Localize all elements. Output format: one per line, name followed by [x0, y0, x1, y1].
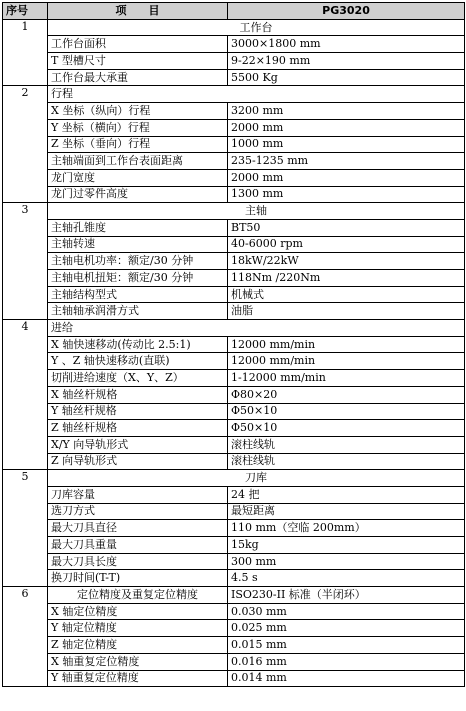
spec-value: 油脂	[228, 303, 465, 320]
table-row	[3, 637, 465, 654]
section-title: 主轴	[48, 203, 465, 220]
header-row	[3, 3, 465, 20]
section-row	[3, 470, 465, 487]
section-title: 定位精度及重复定位精度	[48, 587, 228, 604]
spec-body	[3, 19, 465, 687]
section-number: 6	[3, 587, 48, 687]
table-row	[3, 503, 465, 520]
spec-item: 选刀方式	[48, 503, 228, 520]
section-row	[3, 19, 465, 36]
header-model: PG3020	[228, 3, 465, 20]
table-row	[3, 53, 465, 70]
spec-value: 3200 mm	[228, 103, 465, 120]
section-title: 进给	[48, 320, 465, 337]
spec-value: 9-22×190 mm	[228, 53, 465, 70]
spec-value: Φ50×10	[228, 403, 465, 420]
spec-item: 主轴结构型式	[48, 286, 228, 303]
spec-value: 4.5 s	[228, 570, 465, 587]
spec-value: 24 把	[228, 486, 465, 503]
spec-value: 0.016 mm	[228, 653, 465, 670]
spec-item: 最大刀具直径	[48, 520, 228, 537]
table-row	[3, 403, 465, 420]
spec-value: 15kg	[228, 537, 465, 554]
table-row	[3, 570, 465, 587]
table-row	[3, 336, 465, 353]
section-row	[3, 203, 465, 220]
table-row	[3, 420, 465, 437]
spec-item: 切削进给速度（X、Y、Z）	[48, 370, 228, 387]
section-number: 1	[3, 19, 48, 86]
spec-item: 主轴孔锥度	[48, 219, 228, 236]
spec-value: 3000×1800 mm	[228, 36, 465, 53]
table-row	[3, 169, 465, 186]
spec-item: 工作台最大承重	[48, 69, 228, 86]
spec-value: 0.030 mm	[228, 603, 465, 620]
table-row	[3, 303, 465, 320]
section-number: 2	[3, 86, 48, 203]
table-row	[3, 69, 465, 86]
spec-item: 龙门宽度	[48, 169, 228, 186]
spec-sheet	[2, 2, 465, 687]
table-row	[3, 653, 465, 670]
spec-value: 滚柱线轨	[228, 436, 465, 453]
spec-item: 工作台面积	[48, 36, 228, 53]
spec-item: 主轴转速	[48, 236, 228, 253]
spec-item: Y 轴重复定位精度	[48, 670, 228, 687]
spec-item: Z 坐标（垂向）行程	[48, 136, 228, 153]
table-row	[3, 436, 465, 453]
table-row	[3, 36, 465, 53]
spec-item: 主轴电机功率：额定/30 分钟	[48, 253, 228, 270]
table-row	[3, 386, 465, 403]
table-row	[3, 286, 465, 303]
spec-value: 12000 mm/min	[228, 336, 465, 353]
spec-value: 最短距离	[228, 503, 465, 520]
spec-value: 300 mm	[228, 553, 465, 570]
spec-value: 1300 mm	[228, 186, 465, 203]
table-row	[3, 520, 465, 537]
spec-item: Z 向导轨形式	[48, 453, 228, 470]
section-title: 行程	[48, 86, 465, 103]
table-row	[3, 153, 465, 170]
spec-value: BT50	[228, 219, 465, 236]
table-row	[3, 620, 465, 637]
spec-value: 18kW/22kW	[228, 253, 465, 270]
spec-item: 主轴轴承润滑方式	[48, 303, 228, 320]
spec-table	[2, 2, 465, 687]
table-row	[3, 186, 465, 203]
spec-item: 主轴端面到工作台表面距离	[48, 153, 228, 170]
header-item: 项 目	[48, 3, 228, 20]
spec-value: 2000 mm	[228, 169, 465, 186]
spec-item: X/Y 向导轨形式	[48, 436, 228, 453]
spec-value: 40-6000 rpm	[228, 236, 465, 253]
section-title: 刀库	[48, 470, 465, 487]
spec-item: Y 轴定位精度	[48, 620, 228, 637]
spec-value: 1-12000 mm/min	[228, 370, 465, 387]
spec-item: 龙门过零件高度	[48, 186, 228, 203]
table-row	[3, 236, 465, 253]
table-row	[3, 219, 465, 236]
spec-value: 0.025 mm	[228, 620, 465, 637]
table-row	[3, 453, 465, 470]
table-row	[3, 103, 465, 120]
spec-value: Φ80×20	[228, 386, 465, 403]
spec-value: 0.015 mm	[228, 637, 465, 654]
spec-value: 2000 mm	[228, 119, 465, 136]
spec-item: Z 轴丝杆规格	[48, 420, 228, 437]
spec-value: Φ50×10	[228, 420, 465, 437]
spec-item: X 轴丝杆规格	[48, 386, 228, 403]
section-number: 5	[3, 470, 48, 587]
spec-value: 机械式	[228, 286, 465, 303]
spec-value: 0.014 mm	[228, 670, 465, 687]
spec-value: 118Nm /220Nm	[228, 270, 465, 287]
spec-item: X 轴快速移动(传动比 2.5:1)	[48, 336, 228, 353]
spec-item: X 轴重复定位精度	[48, 653, 228, 670]
section-row	[3, 320, 465, 337]
spec-item: 刀库容量	[48, 486, 228, 503]
spec-item: 主轴电机扭矩：额定/30 分钟	[48, 270, 228, 287]
spec-item: Y 坐标（横向）行程	[48, 119, 228, 136]
spec-item: Y 轴丝杆规格	[48, 403, 228, 420]
spec-value: 滚柱线轨	[228, 453, 465, 470]
spec-value: 1000 mm	[228, 136, 465, 153]
table-row	[3, 136, 465, 153]
section-number: 3	[3, 203, 48, 320]
spec-item: 最大刀具重量	[48, 537, 228, 554]
spec-item: X 坐标（纵向）行程	[48, 103, 228, 120]
table-row	[3, 670, 465, 687]
table-row	[3, 370, 465, 387]
table-row	[3, 537, 465, 554]
section-value: ISO230-II 标准（半闭环）	[228, 587, 465, 604]
spec-item: 最大刀具长度	[48, 553, 228, 570]
spec-value: 12000 mm/min	[228, 353, 465, 370]
spec-item: X 轴定位精度	[48, 603, 228, 620]
section-title: 工作台	[48, 19, 465, 36]
table-row	[3, 353, 465, 370]
spec-value: 235-1235 mm	[228, 153, 465, 170]
table-row	[3, 253, 465, 270]
section-row	[3, 86, 465, 103]
table-row	[3, 553, 465, 570]
table-row	[3, 270, 465, 287]
table-row	[3, 486, 465, 503]
table-row	[3, 603, 465, 620]
table-row	[3, 119, 465, 136]
section-number: 4	[3, 320, 48, 470]
spec-item: T 型槽尺寸	[48, 53, 228, 70]
spec-value: 110 mm（空临 200mm）	[228, 520, 465, 537]
spec-value: 5500 Kg	[228, 69, 465, 86]
spec-item: 换刀时间(T-T)	[48, 570, 228, 587]
spec-item: Y 、Z 轴快速移动(直联)	[48, 353, 228, 370]
section-row	[3, 587, 465, 604]
header-index: 序号	[3, 3, 48, 20]
spec-item: Z 轴定位精度	[48, 637, 228, 654]
